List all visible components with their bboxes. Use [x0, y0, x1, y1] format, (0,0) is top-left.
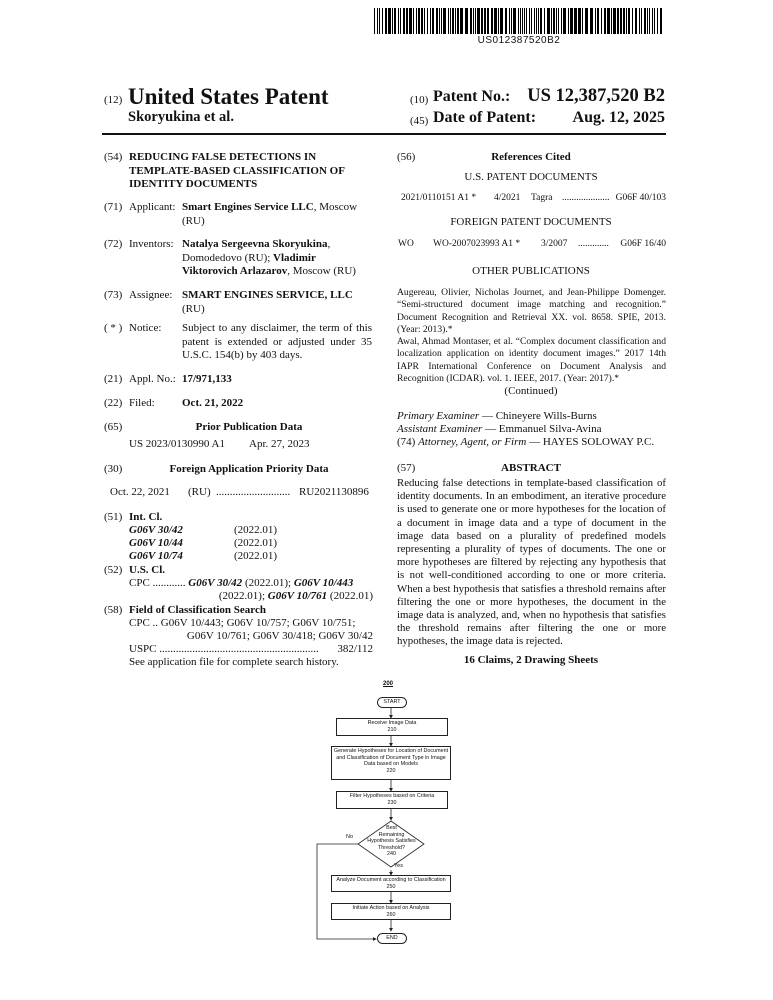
flow-yes-label: Yes	[394, 863, 403, 869]
code-21: (21)	[104, 373, 123, 385]
flow-step-230: Filter Hypotheses based on Criteria 230	[336, 791, 448, 809]
inventor-1: Natalya Sergeevna Skoryukina	[182, 238, 328, 250]
patent-title: United States Patent	[128, 84, 329, 109]
authors: Skoryukina et al.	[128, 109, 234, 125]
cpc-class: G06V 30/42	[188, 577, 243, 589]
inventor-1-location: , Domodedovo (RU);	[182, 238, 331, 264]
ref-doc-date: 4/2021	[494, 193, 521, 203]
code-56: (56)	[397, 151, 416, 163]
patent-number: US 12,387,520 B2	[527, 86, 665, 106]
int-cl-heading: Int. Cl.	[129, 511, 163, 523]
references-heading: References Cited	[491, 151, 571, 163]
cpc-year: (2022.01);	[242, 577, 294, 589]
filed-date: Oct. 21, 2022	[182, 397, 244, 409]
int-cl-class: G06V 30/42	[129, 524, 183, 536]
cpc-year: (2022.01)	[327, 590, 373, 602]
publication-2: Awal, Ahmad Montaser, et al. “Complex document classification and localization application on identity document images.” 2017 14th IAPR International Conference on Document Analysis and Recognition (ICDAR). vol. 1. IEEE, 2017. (Year: 2017).*	[397, 336, 666, 384]
appl-no-label: Appl. No.:	[129, 373, 176, 385]
prior-publication-heading: Prior Publication Data	[195, 421, 303, 433]
publication-1: Augereau, Olivier, Nicholas Journet, and Jean-Philippe Domenger. “Semi-structured document image matching and recognition.” Document Recognition and Retrieval XX. vol. 8658. SPIE, 2013. (Year: 2013).*	[397, 287, 666, 335]
inventors-label: Inventors:	[129, 238, 174, 250]
inventor-2: Vladimir Viktorovich Arlazarov	[182, 251, 316, 277]
assistant-examiner-label: Assistant Examiner	[397, 423, 483, 435]
priority-number: RU2021130896	[299, 486, 369, 498]
flow-step-220: Generate Hypotheses for Location of Document and Classification of Document Type in Image Data based on Models 220	[331, 746, 451, 780]
code-30: (30)	[104, 463, 123, 475]
code-73: (73)	[104, 289, 123, 301]
flow-no-label: No	[346, 834, 354, 840]
applicant-name: Smart Engines Service LLC	[182, 201, 314, 213]
code-57: (57)	[397, 462, 416, 474]
filed-label: Filed:	[129, 397, 155, 409]
cpc-class: G06V 10/761	[267, 590, 328, 602]
ref-doc-dots: ....................	[562, 193, 610, 203]
attorney-name: — HAYES SOLOWAY P.C.	[526, 436, 655, 448]
primary-examiner	[397, 410, 597, 424]
us-patent-docs-heading: U.S. PATENT DOCUMENTS	[464, 171, 598, 183]
code-71: (71)	[104, 201, 123, 213]
inventors	[182, 238, 372, 279]
priority-dots: ...........................	[216, 486, 291, 498]
flow-step-250: Analyze Document according to Classification 250	[331, 875, 451, 892]
foreign-doc-class: G06F 16/40	[620, 239, 666, 249]
code-45: (45)	[410, 115, 429, 127]
document-number: US012387520B2	[477, 35, 561, 46]
continued-note: (Continued)	[504, 385, 558, 397]
flow-step-260: Initiate Action based on Analysis 260	[331, 903, 451, 920]
primary-examiner-name: — Chineyere Wills-Burns	[479, 410, 597, 422]
code-22: (22)	[104, 397, 123, 409]
code-65: (65)	[104, 421, 123, 433]
flow-step-210: Receive Image Data 210	[336, 718, 448, 736]
search-note: See application file for complete search history.	[129, 656, 339, 668]
patent-no-label: Patent No.:	[433, 88, 511, 105]
appl-no: 17/971,133	[182, 373, 232, 385]
applicant-location: , Moscow (RU)	[182, 201, 358, 227]
figure-ref: 200	[383, 681, 394, 687]
assignee-label: Assignee:	[129, 289, 173, 301]
field-search-cpc-cont: G06V 10/761; G06V 30/418; G06V 30/42	[186, 630, 373, 642]
assistant-examiner	[397, 423, 602, 437]
abstract-text: Reducing false detections in template-based classification of identity documents. In an embodiment, an iterative procedure is used to generate one or more hypotheses for the location of a document in image data and a type of document in the image data based on a plurality of predefined models representing a plurality of types of documents. The one or more hypotheses are filtered by rejecting any hypothesis that is not well-conditioned according to one or more criteria. When a best hypothesis that satisfies a threshold remains after filtering the one or more hypotheses, the document in the image data is analyzed, and, when no hypothesis that satisfies the threshold remains after filtering the one or more hypotheses, the image data is rejected.	[397, 477, 666, 648]
foreign-doc-dots: .............	[578, 239, 609, 249]
header-rule	[102, 133, 666, 135]
us-cl-cpc-cont	[129, 590, 373, 604]
priority-country: (RU)	[188, 486, 211, 498]
foreign-doc-number: WO-2007023993 A1 *	[433, 239, 521, 249]
notice-label: Notice:	[129, 322, 162, 334]
prior-pub-date: Apr. 27, 2023	[249, 438, 310, 450]
code-74: (74)	[397, 436, 419, 448]
code-12: (12)	[104, 94, 123, 106]
foreign-docs-heading: FOREIGN PATENT DOCUMENTS	[450, 216, 612, 228]
attorney	[397, 436, 654, 450]
ref-doc-number: 2021/0110151 A1 *	[401, 193, 477, 203]
ref-doc-name: Tagra	[531, 193, 553, 203]
abstract-heading: ABSTRACT	[501, 462, 561, 474]
barcode	[374, 8, 664, 34]
inventor-2-location: , Moscow (RU)	[287, 265, 356, 277]
cpc-class: G06V 10/443	[293, 577, 354, 589]
prior-pub-number: US 2023/0130990 A1	[129, 438, 225, 450]
int-cl-year: (2022.01)	[234, 524, 278, 536]
int-cl-class: G06V 10/44	[129, 537, 183, 549]
code-10: (10)	[410, 94, 429, 106]
patent-date: Aug. 12, 2025	[572, 109, 665, 126]
field-search-heading: Field of Classification Search	[129, 604, 266, 616]
assignee	[182, 289, 372, 316]
code-notice: ( * )	[104, 322, 123, 334]
invention-title: REDUCING FALSE DETECTIONS IN TEMPLATE-BASED CLASSIFICATION OF IDENTITY DOCUMENTS	[129, 151, 345, 190]
field-search-cpc: CPC .. G06V 10/443; G06V 10/757; G06V 10/751;	[129, 617, 356, 629]
other-publications-heading: OTHER PUBLICATIONS	[472, 265, 590, 277]
code-52: (52)	[104, 564, 123, 576]
assignee-name: SMART ENGINES SERVICE, LLC	[182, 289, 353, 301]
foreign-priority-heading: Foreign Application Priority Data	[169, 463, 329, 475]
primary-examiner-label: Primary Examiner	[397, 410, 480, 422]
us-cl-heading: U.S. Cl.	[129, 564, 166, 576]
ref-doc-class: G06F 40/103	[615, 193, 666, 203]
applicant-label: Applicant:	[129, 201, 176, 213]
priority-date: Oct. 22, 2021	[110, 486, 170, 498]
applicant	[182, 201, 372, 228]
code-51: (51)	[104, 511, 123, 523]
assistant-examiner-name: — Emmanuel Silva-Avina	[482, 423, 602, 435]
uspc-label: USPC ..........................................................	[129, 643, 319, 655]
assignee-location: (RU)	[182, 302, 205, 315]
us-cl-cpc	[129, 577, 373, 591]
code-54: (54)	[104, 151, 123, 163]
cpc-label: CPC ............	[129, 577, 186, 589]
uspc-value: 382/112	[337, 643, 373, 655]
cpc-year: (2022.01);	[218, 590, 268, 602]
notice-text: Subject to any disclaimer, the term of this patent is extended or adjusted under 35 U.S.C. 154(b) by 403 days.	[182, 322, 372, 361]
code-72: (72)	[104, 238, 123, 250]
int-cl-class: G06V 10/74	[129, 550, 183, 562]
date-label: Date of Patent:	[433, 109, 537, 126]
flow-decision-240: Best Remaining Hypothesis Satisfies Threshold? 240	[367, 825, 416, 858]
int-cl-year: (2022.01)	[234, 550, 278, 562]
flow-start: START	[377, 697, 407, 708]
attorney-label: Attorney, Agent, or Firm	[418, 436, 527, 448]
foreign-doc-country: WO	[398, 239, 414, 249]
flow-end: END	[377, 933, 407, 944]
claims-summary: 16 Claims, 2 Drawing Sheets	[463, 654, 599, 666]
int-cl-year: (2022.01)	[234, 537, 278, 549]
foreign-doc-date: 3/2007	[541, 239, 568, 249]
code-58: (58)	[104, 604, 123, 616]
